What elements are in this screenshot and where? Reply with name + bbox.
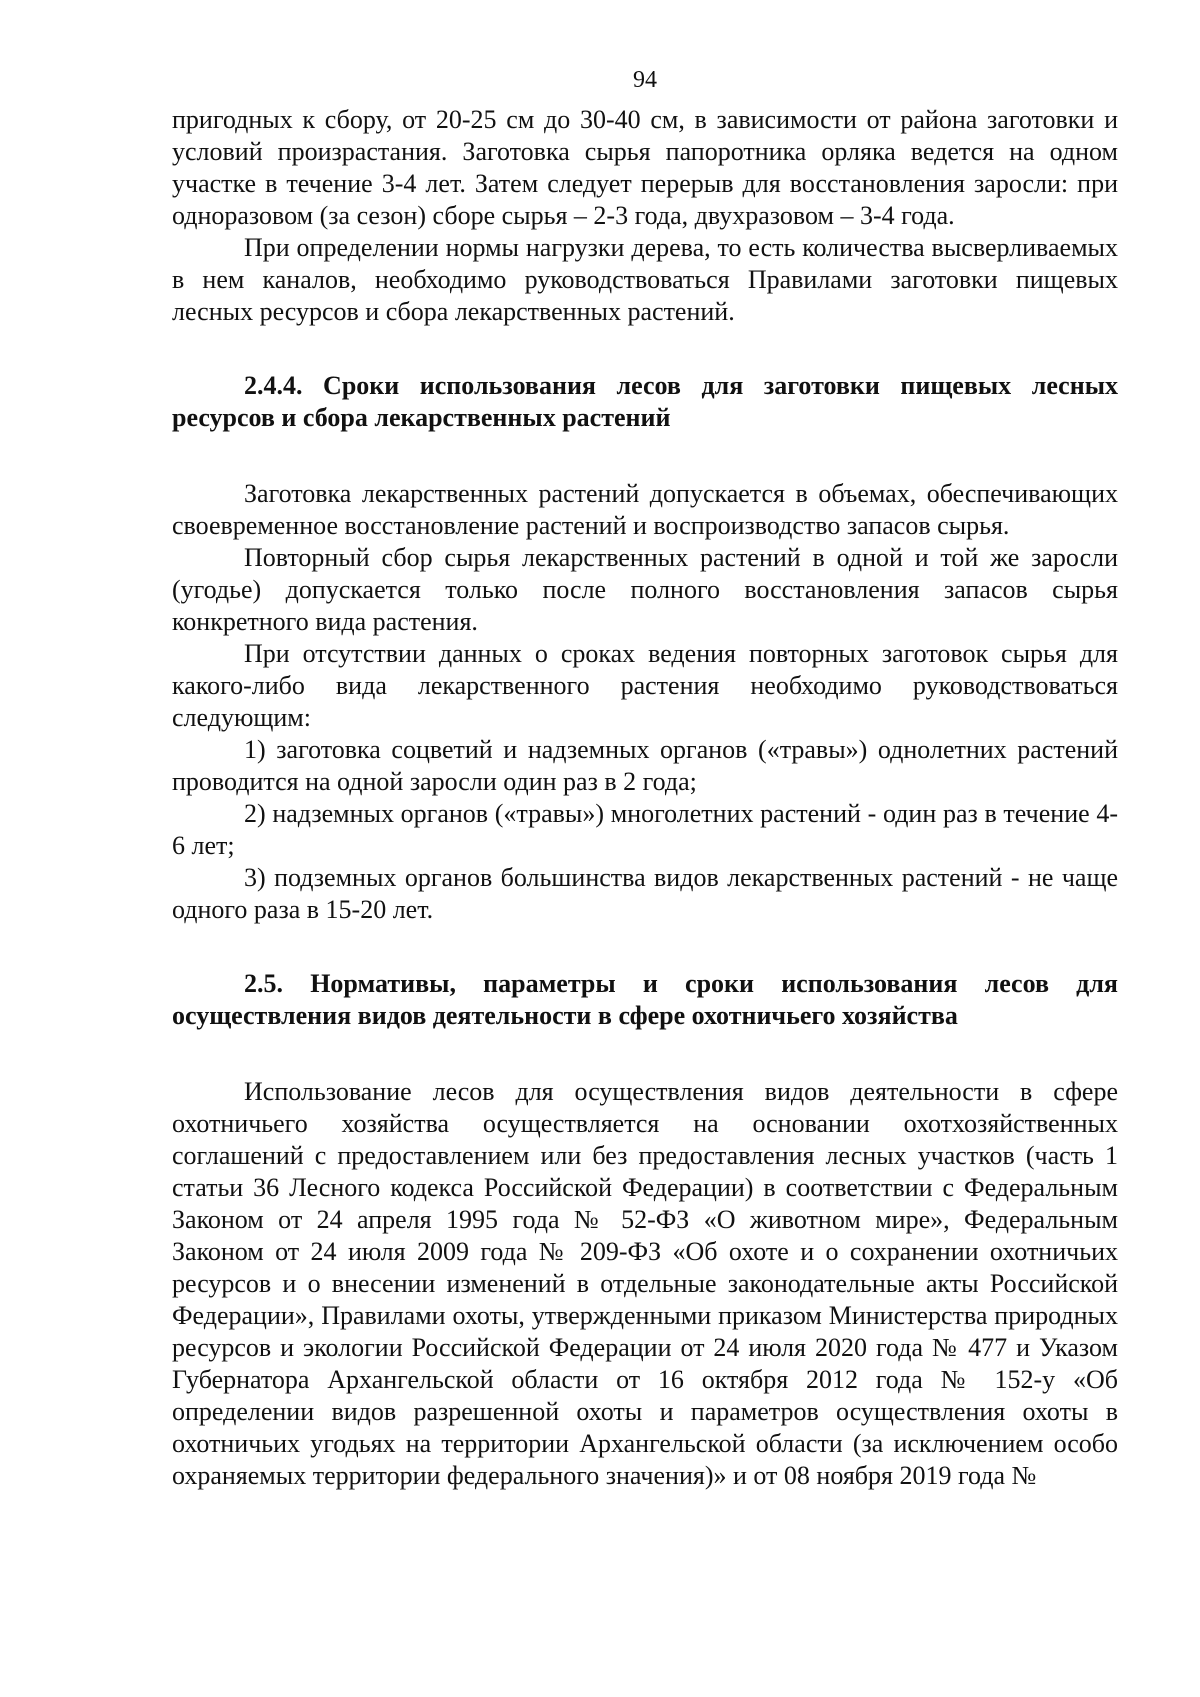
- paragraph: При определении нормы нагрузки дерева, то есть количества высверливаемых в нем каналов, необходимо руководствоваться Правилами заготовки пищевых лесных ресурсов и сбора лекарственных растений.: [172, 233, 1118, 326]
- list-item: 2) надземных органов («травы») многолетних растений - один раз в течение 4-6 лет;: [172, 799, 1118, 860]
- paragraph: Заготовка лекарственных растений допускается в объемах, обеспечивающих своевременное восстановление растений и воспроизводство запасов сырья.: [172, 479, 1118, 540]
- list-item: 1) заготовка соцветий и надземных органов («травы») однолетних растений проводится на одной заросли один раз в 2 года;: [172, 735, 1118, 796]
- document-page: [172, 64, 1118, 1492]
- paragraph-continued: пригодных к сбору, от 20-25 см до 30-40 см, в зависимости от района заготовки и условий произрастания. Заготовка сырья папоротника орляка ведется на одном участке в течение 3-4 лет. Затем следует перерыв для восстановления заросли: при одноразовом (за сезон) сборе сырья – 2-3 года, двухразовом – 3-4 года.: [172, 105, 1118, 230]
- section-heading-2-4-4: 2.4.4. Сроки использования лесов для заготовки пищевых лесных ресурсов и сбора лекарственных растений: [172, 371, 1118, 432]
- list-item: 3) подземных органов большинства видов лекарственных растений - не чаще одного раза в 15-20 лет.: [172, 863, 1118, 924]
- paragraph: Использование лесов для осуществления видов деятельности в сфере охотничьего хозяйства осуществляется на основании охотхозяйственных соглашений с предоставлением или без предоставления лесных участков (часть 1 статьи 36 Лесного кодекса Российской Федерации) в соответствии с Федеральным Законом от 24 апреля 1995 года № 52-ФЗ «О животном мире», Федеральным Законом от 24 июля 2009 года № 209-ФЗ «Об охоте и о сохранении охотничьих ресурсов и о внесении изменений в отдельные законодательные акты Российской Федерации», Правилами охоты, утвержденными приказом Министерства природных ресурсов и экологии Российской Федерации от 24 июля 2020 года № 477 и Указом Губернатора Архангельской области от 16 октября 2012 года № 152-у «Об определении видов разрешенной охоты и параметров осуществления охоты в охотничьих угодьях на территории Архангельской области (за исключением особо охраняемых территории федерального значения)» и от 08 ноября 2019 года №: [172, 1077, 1118, 1490]
- section-heading-2-5: 2.5. Нормативы, параметры и сроки использования лесов для осуществления видов деятельности в сфере охотничьего хозяйства: [172, 969, 1118, 1030]
- paragraph: Повторный сбор сырья лекарственных растений в одной и той же заросли (угодье) допускается только после полного восстановления запасов сырья конкретного вида растения.: [172, 543, 1118, 636]
- page-number: 94: [633, 67, 657, 93]
- paragraph: При отсутствии данных о сроках ведения повторных заготовок сырья для какого-либо вида лекарственного растения необходимо руководствоваться следующим:: [172, 639, 1118, 732]
